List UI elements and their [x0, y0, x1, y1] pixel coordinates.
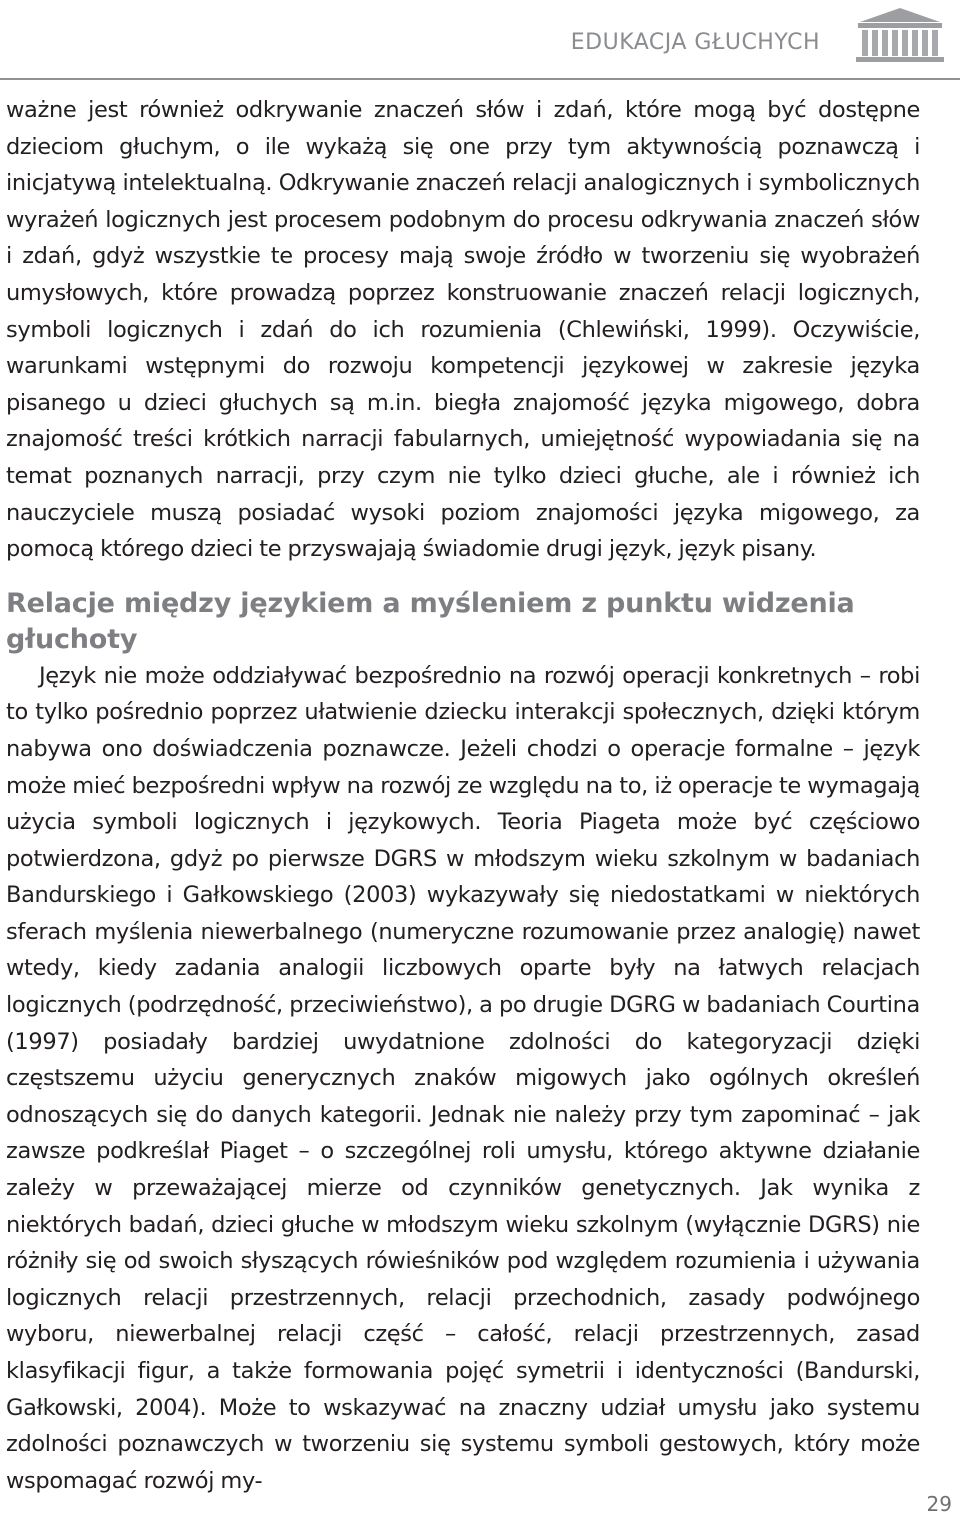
running-header-title: EDUKACJA GŁUCHYCH [570, 30, 820, 55]
body-paragraph: Język nie może oddziaływać bezpośrednio na rozwój operacji konkretnych – robi to tylko pośrednio poprzez ułatwienie dziecku interakcji społecznych, dzięki którym nabywa ono doświadczenia poznawcze. Jeżeli chodzi o operacje formalne – język może mieć bezpośredni wpływ na rozwój ze względu na to, iż operacje te wymagają użycia symboli logicznych i językowych. Teoria Piageta może być częściowo potwierdzona, gdyż po pierwsze DGRS w młodszym wieku szkolnym w badaniach Bandurskiego i Gałkowskiego (2003) wykazywały się niedostatkami w niektórych sferach myślenia niewerbalnego (numeryczne rozumowanie przez analogię) nawet wtedy, kiedy zadania analogii liczbowych oparte były na łatwych relacjach logicznych (podrzędność, przeciwieństwo), a po drugie DGRG w badaniach Courtina (1997) posiadały bardziej uwydatnione zdolności do kategoryzacji dzięki częstszemu użyciu generycznych znaków migowych jako ogólnych określeń odnoszących się do danych kategorii. Jednak nie należy przy tym zapominać – jak zawsze podkreślał Piaget – o szczególnej roli umysłu, którego aktywne działanie zależy w przeważającej mierze od czynników genetycznych. Jak wynika z niektórych badań, dzieci głuche w młodszym wieku szkolnym (wyłącznie DGRS) nie różniły się od swoich słyszących rówieśników pod względem rozumienia i używania logicznych relacji przestrzennych, relacji przechodnich, zasady podwójnego wyboru, niewerbalnej relacji część – całość, relacji przestrzennych, zasad klasyfikacji figur, a także formowania pojęć symetrii i identyczności (Bandurski, Gałkowski, 2004). Może to wskazywać na znaczny udział umysłu jako systemu zdolności poznawczych w tworzeniu się systemu symboli gestowych, który może wspomagać rozwój my- [6, 662, 920, 1494]
section-heading: Relacje między językiem a myśleniem z punktu widzenia głuchoty [6, 587, 855, 655]
header-divider [0, 78, 960, 80]
building-columns-logo-icon [854, 6, 946, 64]
body-paragraph: ważne jest również odkrywanie znaczeń słów i zdań, które mogą być dostępne dzieciom głuchym, o ile wykażą się one przy tym aktywnością poznawczą i inicjatywą intelektualną. Odkrywanie znaczeń relacji analogicznych i symbolicznych wyrażeń logicznych jest procesem podobnym do procesu odkrywania znaczeń słów i zdań, gdyż wszystkie te procesy mają swoje źródło w tworzeniu się wyobrażeń umysłowych, które prowadzą poprzez konstruowanie znaczeń relacji logicznych, symboli logicznych i zdań do ich rozumienia (Chlewiński, 1999). Oczywiście, warunkami wstępnymi do rozwoju kompetencji językowej w zakresie języka pisanego u dzieci głuchych są m.in. biegła znajomość języka migowego, dobra znajomość treści krótkich narracji fabularnych, umiejętność wypowiadania się na temat poznanych narracji, przy czym nie tylko dzieci głuche, ale i również ich nauczyciele muszą posiadać wysoki poziom znajomości języka migowego, za pomocą którego dzieci te przyswajają świadomie drugi język, język pisany. [6, 97, 920, 563]
page-number: 29 [926, 1492, 952, 1516]
page-header [0, 0, 960, 80]
page-body [6, 92, 920, 1499]
